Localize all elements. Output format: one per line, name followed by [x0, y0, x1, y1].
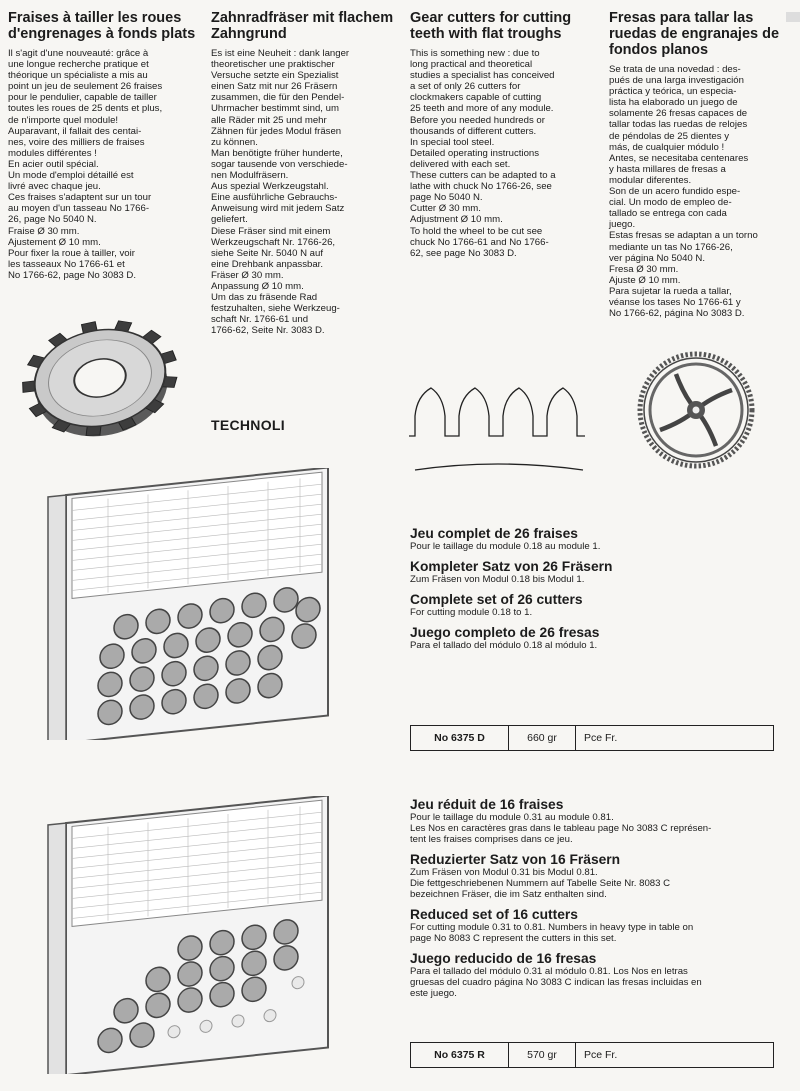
- set-heading: Reduced set of 16 cutters: [410, 907, 578, 922]
- set-text: Zum Fräsen von Modul 0.18 bis Modul 1.: [410, 574, 585, 585]
- set-text: For cutting module 0.31 to 0.81. Numbers in heavy type in table on page No 8083 C represent the cutters in this set.: [410, 922, 694, 944]
- order-weight: 660 gr: [509, 726, 576, 750]
- complete-set-description: [410, 526, 780, 658]
- brand-label: TECHNOLI: [211, 417, 285, 433]
- column-body: This is something new : due to long practical and theoretical studies a specialist has conceived a set of only 26 cutters for clockmakers capable of cutting 25 teeth and more of any module. Before you needed hundreds or thousands of different cutters. In special tool steel. Detailed operating instructions delivered with each set. These cutters can be adapted to a lathe with chuck No 1766-26, see page No 5040 N. Cutter Ø 30 mm. Adjustment Ø 10 mm. To hold the wheel to be cut see chuck No 1766-61 and No 1766- 62, see page No 3083 D.: [410, 48, 556, 259]
- reduced-set-order-row: [410, 1042, 774, 1068]
- set-text: Pour le taillage du module 0.18 au module 1.: [410, 541, 601, 552]
- column-title: Zahnradfräser mit flachem Zahngrund: [211, 10, 394, 42]
- set-heading: Complete set of 26 cutters: [410, 592, 583, 607]
- set-heading: Jeu réduit de 16 fraises: [410, 797, 564, 812]
- set-heading: Jeu complet de 26 fraises: [410, 526, 578, 541]
- tooth-profile-drawing: [405, 378, 590, 473]
- column-french: [8, 10, 198, 281]
- set-text: For cutting module 0.18 to 1.: [410, 607, 533, 618]
- column-title: Gear cutters for cutting teeth with flat troughs: [410, 10, 572, 42]
- order-weight: 570 gr: [509, 1043, 576, 1067]
- reduced-set-box-illustration: [38, 796, 338, 1074]
- set-text: Pour le taillage du module 0.31 au module 0.81. Les Nos en caractères gras dans le tableau page No 3083 C représen- tent les fraises comprises dans ce jeu.: [410, 812, 712, 845]
- column-body: Il s'agit d'une nouveauté: grâce à une longue recherche pratique et théorique un spécialiste a mis au point un jeu de seulement 26 fraises pour le pendulier, capable de tailler toutes les roues de 25 dents et plus, de n'importe quel module! Auparavant, il fallait des centai- nes, voire des milliers de fraises modules différentes ! En acier outil spécial. Un mode d'emploi détaillé est livré avec chaque jeu. Ces fraises s'adaptent sur un tour au moyen d'un tasseau No 1766- 26, page No 5040 N. Fraise Ø 30 mm. Ajustement Ø 10 mm. Pour fixer la roue à tailler, voir les tasseaux No 1766-61 et No 1766-62, page No 3083 D.: [8, 48, 163, 281]
- complete-set-order-row: [410, 725, 774, 751]
- set-text: Zum Fräsen von Modul 0.31 bis Modul 0.81. Die fettgeschriebenen Nummern auf Tabelle Seite Nr. 8083 C bezeichnen Fräser, die im Satz enthalten sind.: [410, 867, 671, 900]
- complete-set-box-illustration: [38, 468, 338, 740]
- set-heading: Kompleter Satz von 26 Fräsern: [410, 559, 613, 574]
- column-spanish: [609, 10, 799, 319]
- set-text: Para el tallado del módulo 0.31 al módulo 0.81. Los Nos en letras gruesas del cuadro página No 3083 C indican las fresas incluidas en este juego.: [410, 966, 702, 999]
- order-number: No 6375 D: [411, 726, 509, 750]
- set-heading: Juego reducido de 16 fresas: [410, 951, 597, 966]
- column-german: [211, 10, 401, 336]
- column-body: Se trata de una novedad : des- pués de una larga investigación práctica y teórica, un especia- lista ha elaborado un juego de solamente 26 fresas capaces de tallar todas las ruedas de relojes de péndolas de 25 dientes y más, de cualquier módulo ! Antes, se necesitaba centenares y hasta millares de fresas a modular diferentes. Son de un acero fundido espe- cial. Un modo de empleo de- tallado se entrega con cada juego. Estas fresas se adaptan a un torno mediante un tas No 1766-26, ver página No 5040 N. Fresa Ø 30 mm. Ajuste Ø 10 mm. Para sujetar la rueda a tallar, véanse los tases No 1766-61 y No 1766-62, página No 3083 D.: [609, 64, 758, 320]
- column-english: [410, 10, 600, 259]
- toothed-wheel-illustration: [636, 350, 756, 470]
- reduced-set-description: [410, 797, 780, 1006]
- order-price-unit: Pce Fr.: [584, 1049, 618, 1061]
- order-number: No 6375 R: [411, 1043, 509, 1067]
- order-price-unit: Pce Fr.: [584, 732, 618, 744]
- set-text: Para el tallado del módulo 0.18 al módulo 1.: [410, 640, 598, 651]
- column-title: Fresas para tallar las ruedas de engranajes de fondos planos: [609, 10, 780, 58]
- set-heading: Reduzierter Satz von 16 Fräsern: [410, 852, 621, 867]
- gear-cutter-illustration: [12, 312, 182, 437]
- column-body: Es ist eine Neuheit : dank langer theoretischer une praktischer Versuche setzte ein Spezialist einen Satz mit nur 26 Fräsern zusammen, die für den Pendel- Uhrmacher bestimmt sind, um alle Räder mit 25 und mehr Zähnen für jedes Modul fräsen zu können. Man benötigte früher hunderte, sogar tausende von verschiede- nen Modulfräsern. Aus spezial Werkzeugstahl. Eine ausführliche Gebrauchs- Anweisung wird mit jedem Satz geliefert. Diese Fräser sind mit einem Werkzeugschaft Nr. 1766-26, siehe Seite Nr. 5040 N auf eine Drehbank anpassbar. Fräser Ø 30 mm. Anpassung Ø 10 mm. Um das zu fräsende Rad festzuhalten, siehe Werkzeug- schaft Nr. 1766-61 und 1766-62, Seite Nr. 3083 D.: [211, 48, 350, 337]
- set-heading: Juego completo de 26 fresas: [410, 625, 600, 640]
- column-title: Fraises à tailler les roues d'engrenages à fonds plats: [8, 10, 196, 42]
